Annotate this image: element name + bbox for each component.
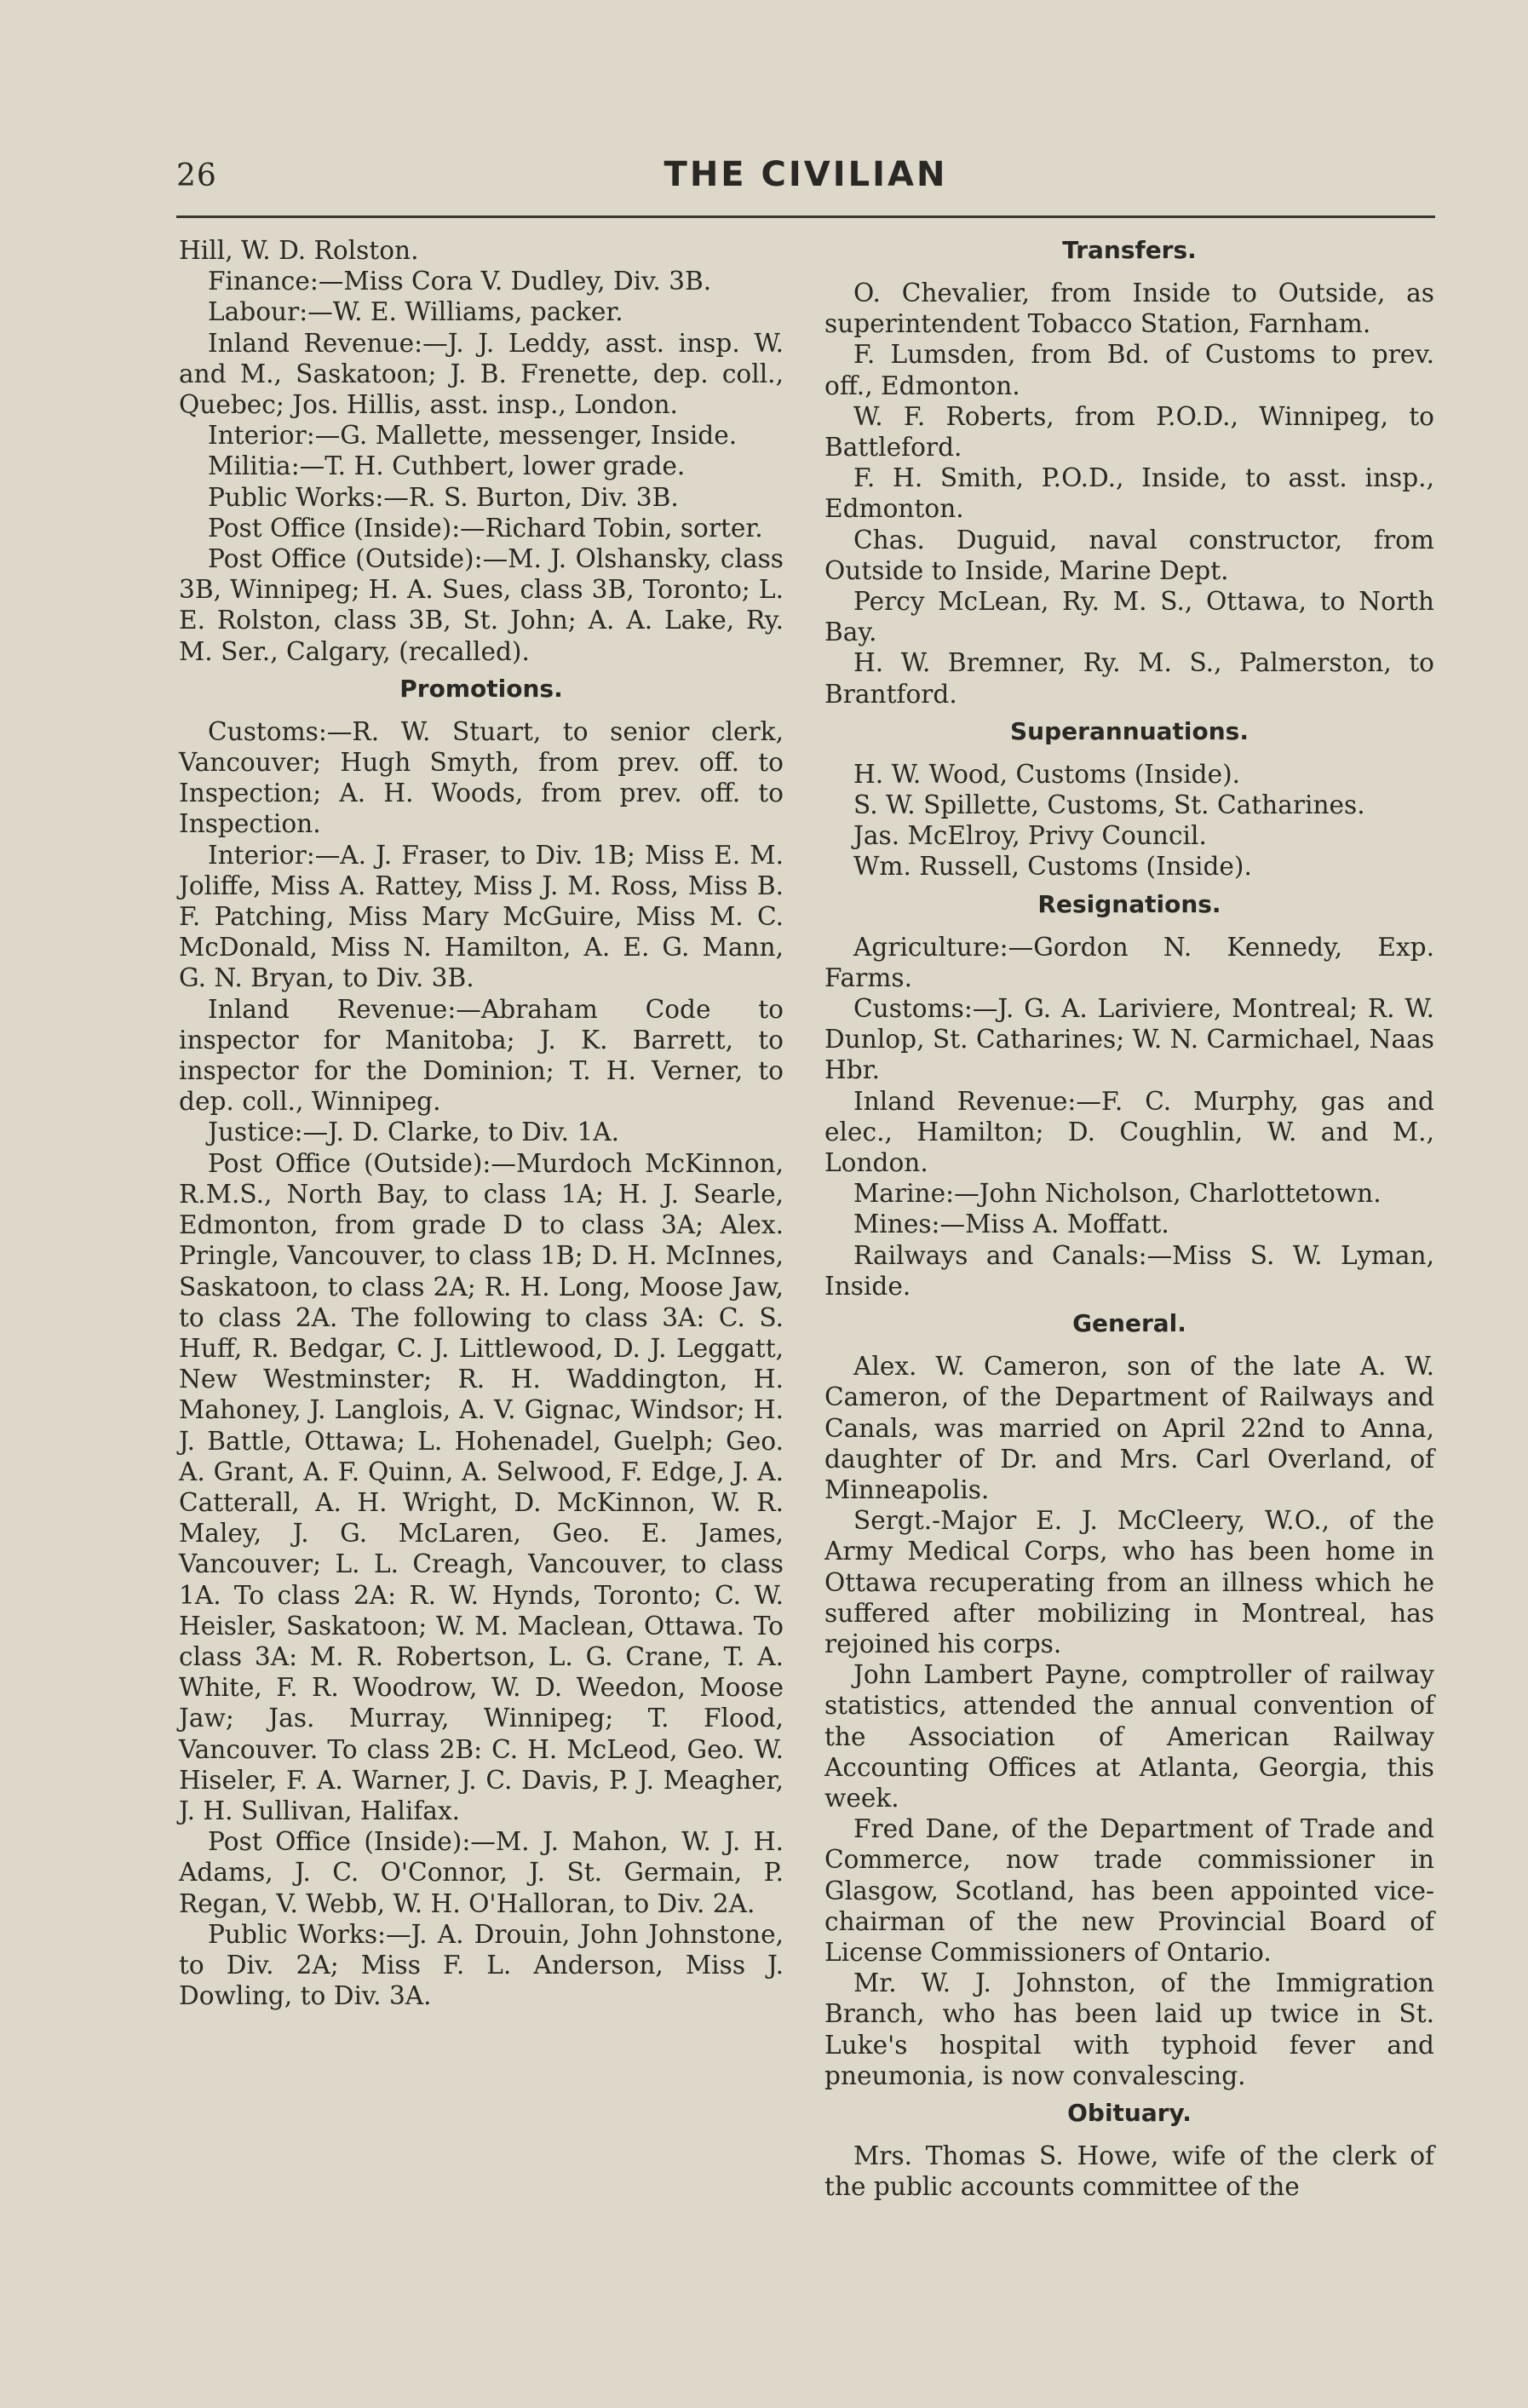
promotion-entry: Post Office (Outside):—Murdoch McKinnon, R.M.S., North Bay, to class 1A; H. J. Searle, Edmonton, from grade D to class 3A; Alex. Pringle, Vancouver, to class 1B; D. H. McInnes, Saskatoon, to class 2A; R. H. Long, Moose Jaw, to class 2A. The following to class 3A: C. S. Huff, R. Bedgar, C. J. Littlewood, D. J. Leggatt, New Westminster; R. H. Waddington, H. Mahoney, J. Langlois, A. V. Gignac, Windsor; H. J. Battle, Ottawa; L. Hohenadel, Guelph; Geo. A. Grant, A. F. Quinn, A. Selwood, F. Edge, J. A. Catterall, A. H. Wright, D. McKinnon, W. R. Maley, J. G. McLaren, Geo. E. James, Vancouver; L. L. Creagh, Vancouver, to class 1A. To class 2A: R. W. Hynds, Toronto; C. W. Heisler, Saskatoon; W. M. Maclean, Ottawa. To class 3A: M. R. Robertson, L. G. Crane, T. A. White, F. R. Woodrow, W. D. Weedon, Moose Jaw; Jas. Murray, Winnipeg; T. Flood, Vancouver. To class 2B: C. H. McLeod, Geo. W. Hiseler, F. A. Warner, J. C. Davis, P. J. Meagher, J. H. Sullivan, Halifax.	[179, 1148, 784, 1825]
transfer-entry: F. H. Smith, P.O.D., Inside, to asst. insp., Edmonton.	[824, 463, 1434, 524]
transfer-entry: Percy McLean, Ry. M. S., Ottawa, to North Bay.	[824, 587, 1434, 647]
promotions-heading: Promotions.	[399, 674, 563, 703]
left-column	[179, 235, 784, 2011]
appointment-entry: Finance:—Miss Cora V. Dudley, Div. 3B.	[208, 267, 712, 296]
transfer-entry: W. F. Roberts, from P.O.D., Winnipeg, to Battleford.	[824, 401, 1434, 463]
transfer-entry: Chas. Duguid, naval constructor, from Outside to Inside, Marine Dept.	[824, 525, 1434, 585]
promotion-entry: Customs:—R. W. Stuart, to senior clerk, Vancouver; Hugh Smyth, from prev. off. to Inspection; A. H. Woods, from prev. off. to Inspection.	[179, 716, 784, 839]
transfer-entry: O. Chevalier, from Inside to Outside, as superintendent Tobacco Station, Farnham.	[824, 279, 1434, 339]
transfer-entry: F. Lumsden, from Bd. of Customs to prev. off., Edmonton.	[824, 340, 1434, 400]
promotion-entry: Public Works:—J. A. Drouin, John Johnstone, to Div. 2A; Miss F. L. Anderson, Miss J. Dowling, to Div. 3A.	[179, 1919, 784, 2011]
superannuation-entry: S. W. Spillette, Customs, St. Catharines.	[853, 790, 1365, 820]
page-header	[176, 155, 1435, 206]
obituary-entry: Mrs. Thomas S. Howe, wife of the clerk of the public accounts committee of the	[824, 2141, 1434, 2202]
resignation-entry: Mines:—Miss A. Moffatt.	[853, 1210, 1169, 1239]
appointment-entry: Interior:—G. Mallette, messenger, Inside.	[208, 421, 738, 451]
promotion-entry: Interior:—A. J. Fraser, to Div. 1B; Miss E. M. Joliffe, Miss A. Rattey, Miss J. M. Ross, Miss B. F. Patching, Miss Mary McGuire, Miss M. C. McDonald, Miss N. Hamilton, A. E. G. Mann, G. N. Bryan, to Div. 3B.	[179, 840, 784, 993]
general-heading: General.	[1072, 1309, 1186, 1338]
superannuations-heading: Superannuations.	[1010, 716, 1249, 745]
general-entry: Alex. W. Cameron, son of the late A. W. Cameron, of the Department of Railways and Canals, was married on April 22nd to Anna, daughter of Dr. and Mrs. Carl Overland, of Minneapolis.	[824, 1352, 1434, 1504]
promotion-entry: Inland Revenue:—Abraham Code to inspector for Manitoba; J. K. Barrett, to inspector for the Dominion; T. H. Verner, to dep. coll., Winnipeg.	[179, 994, 784, 1117]
resignation-entry: Agriculture:—Gordon N. Kennedy, Exp. Farms.	[824, 932, 1434, 992]
page-number: 26	[176, 158, 217, 193]
appointment-entry: Militia:—T. H. Cuthbert, lower grade.	[208, 451, 686, 481]
transfer-entry: H. W. Bremner, Ry. M. S., Palmerston, to Brantford.	[824, 648, 1434, 709]
general-entry: John Lambert Payne, comptroller of railway statistics, attended the annual convention of the Association of American Railway Accounting Offices at Atlanta, Georgia, this week.	[824, 1660, 1434, 1813]
masthead-title: THE CIVILIAN	[663, 155, 948, 194]
appointment-entry: Public Works:—R. S. Burton, Div. 3B.	[208, 482, 679, 512]
promotion-entry: Post Office (Inside):—M. J. Mahon, W. J. H. Adams, J. C. O'Connor, J. St. Germain, P. Regan, V. Webb, W. H. O'Halloran, to Div. 2A.	[179, 1827, 784, 1918]
resignation-entry: Inland Revenue:—F. C. Murphy, gas and elec., Hamilton; D. Coughlin, W. and M., London.	[824, 1086, 1434, 1178]
header-rule	[176, 216, 1435, 218]
resignation-entry: Customs:—J. G. A. Lariviere, Montreal; R. W. Dunlop, St. Catharines; W. N. Carmichael, Naas Hbr.	[824, 994, 1434, 1085]
resignation-entry: Railways and Canals:—Miss S. W. Lyman, Inside.	[824, 1240, 1434, 1301]
obituary-heading: Obituary.	[1067, 2098, 1192, 2127]
superannuation-entry: H. W. Wood, Customs (Inside).	[853, 759, 1241, 789]
right-column	[824, 235, 1434, 2202]
transfers-heading: Transfers.	[1062, 236, 1197, 264]
superannuation-entry: Jas. McElroy, Privy Council.	[853, 821, 1207, 851]
promotion-entry: Justice:—J. D. Clarke, to Div. 1A.	[208, 1118, 620, 1147]
appointment-entry: Inland Revenue:—J. J. Leddy, asst. insp. W. and M., Saskatoon; J. B. Frenette, dep. coll., Quebec; Jos. Hillis, asst. insp., London.	[179, 328, 784, 420]
appointment-entry: Hill, W. D. Rolston.	[179, 236, 419, 265]
appointment-entry: Post Office (Inside):—Richard Tobin, sorter.	[208, 513, 763, 543]
resignation-entry: Marine:—John Nicholson, Charlottetown.	[853, 1179, 1382, 1209]
appointment-entry: Post Office (Outside):—M. J. Olshansky, class 3B, Winnipeg; H. A. Sues, class 3B, Toronto; L. E. Rolston, class 3B, St. John; A. A. Lake, Ry. M. Ser., Calgary, (recalled).	[179, 544, 784, 666]
appointment-entry: Labour:—W. E. Williams, packer.	[208, 297, 623, 327]
resignations-heading: Resignations.	[1037, 889, 1221, 918]
superannuation-entry: Wm. Russell, Customs (Inside).	[853, 852, 1252, 882]
general-entry: Sergt.-Major E. J. McCleery, W.O., of the Army Medical Corps, who has been home in Ottawa recuperating from an illness which he suffered after mobilizing in Montreal, has rejoined his corps.	[824, 1506, 1434, 1658]
general-entry: Fred Dane, of the Department of Trade and Commerce, now trade commissioner in Glasgow, Scotland, has been appointed vice-chairman of the new Provincial Board of License Commissioners of Ontario.	[824, 1814, 1434, 1967]
general-entry: Mr. W. J. Johnston, of the Immigration Branch, who has been laid up twice in St. Luke's hospital with typhoid fever and pneumonia, is now convalescing.	[824, 1968, 1434, 2090]
